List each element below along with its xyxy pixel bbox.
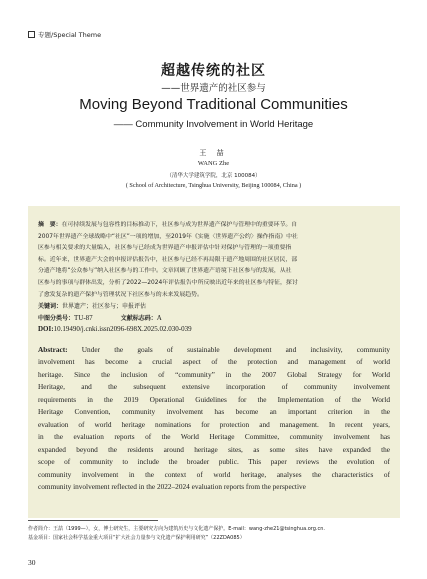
abstract-en-line: heritage. Since the inclusion of “community” in the 2007 Global Strategy for World (38, 369, 390, 379)
doi-line (38, 324, 390, 336)
abstract-en-line: community involvement in the context of world heritage, analyses the characteristics of (38, 469, 390, 479)
abstract-cn-line: 分遗产地将“公众参与”纳入社区参与的工作中。文章回顾了世界遗产语境下社区参与的发展，从社 (38, 268, 292, 275)
keywords-line (38, 301, 390, 313)
subtitle-chinese: ——世界遗产的社区参与 (161, 83, 266, 94)
abstract-cn-line (38, 220, 390, 232)
author-name-english: WANG Zhe (197, 160, 230, 167)
section-label: 专题/Special Theme (38, 31, 102, 39)
abstract-cn-text: 在可持续发展与包容性的目标推动下，社区参与成为世界遗产保护与管理中的重要环节。自 (61, 222, 298, 228)
abstract-english (38, 344, 390, 494)
clc-value: TU-87 (74, 313, 93, 322)
section-header (28, 30, 101, 39)
footnote-author-info: 作者简介：王喆（1999—），女，博士研究生，主要研究方向为建筑历史与文化遗产保护。E-mail：wang-zhe21@tsinghua.org.cn. (28, 526, 326, 532)
title-chinese: 超越传统的社区 (161, 63, 266, 79)
abstract-en-label: Abstract: (38, 344, 68, 354)
abstract-en-line: involvement has become a crucial aspect of the protection and management of world (38, 357, 390, 367)
clc-field (38, 313, 93, 325)
classification-line (38, 313, 390, 325)
affiliation-chinese: （清华大学建筑学院，北京 100084） (166, 173, 261, 179)
abstract-cn-line: 区参与相关要求的大量编入，社区参与已经成为世界遗产申报评估中针对保护与管理的一项重要指 (38, 245, 292, 252)
clc-label: 中图分类号： (38, 314, 75, 322)
doc-code-label: 文献标志码： (120, 314, 157, 322)
footnote-divider (28, 520, 158, 521)
doi-value: 10.19490/j.cnki.issn2096-698X.2025.02.030-039 (53, 325, 192, 334)
author-name-chinese: 王 喆 (199, 149, 228, 157)
abstract-cn-line: 区参与的事项与群体出发，分析了2022—2024年评估报告中所反映出近年来的社区参与特征，探讨 (38, 279, 298, 286)
page-number: 30 (28, 558, 36, 567)
abstract-panel (28, 206, 400, 518)
footnote-fund: 基金项目：国家社会科学基金重大项目“扩大社会力量参与文化遗产保护利用研究”（22ZDA085） (28, 535, 245, 541)
abstract-en-line: in the evaluation reports of the World Heritage Committee, community involvement has (38, 432, 390, 442)
abstract-cn-line: 2007年世界遗产全球战略中“社区”一项的增加，至2019年《实施〈世界遗产公约〉操作指南》中社 (38, 233, 298, 240)
abstract-en-line: scope of community to include the broader public. This paper reviews the evolution of (38, 457, 390, 467)
doi-label: DOI: (38, 325, 54, 334)
keywords-label: 关键词： (38, 303, 63, 311)
square-icon (28, 31, 35, 38)
abstract-cn-line: 了愈发复杂的遗产保护与管理状况下社区参与的未来发展趋势。 (38, 291, 203, 298)
abstract-en-line: requirements in the 2019 Operational Guidelines for the Implementation of the World (38, 394, 390, 404)
abstract-cn-label: 摘 要： (38, 222, 62, 228)
abstract-en-text: Under the goals of sustainable development and inclusivity, community (67, 344, 390, 354)
doc-code-field (121, 313, 162, 325)
title-english: Moving Beyond Traditional Communities (79, 96, 348, 113)
abstract-cn-line: 标。近年来，世界遗产大会的申报评估报告中，社区参与已经不再局限于遗产地周围的社区居民，部 (38, 256, 298, 263)
abstract-en-line: evaluation of world heritage nominations for protection and management. In recent years, (38, 419, 390, 429)
abstract-en-line (38, 344, 390, 357)
abstract-en-line: Heritage Convention, community involvement has become an important criterion in the (38, 407, 390, 417)
abstract-en-line: expanded beyond the residents around heritage sites, as some sites have expanded the (38, 444, 390, 454)
abstract-chinese (38, 220, 390, 301)
keywords-value: 世界遗产；社区参与；申报评估 (62, 303, 147, 311)
doc-code-value: A (156, 313, 162, 322)
subtitle-english: —— Community Involvement in World Heritage (113, 119, 314, 130)
abstract-en-line: community involvement reflected in the 2022–2024 evaluation reports from the perspective (38, 482, 306, 492)
abstract-en-line: Heritage, and the subsequent extensive incorporation of community involvement (38, 382, 390, 392)
affiliation-english: ( School of Architecture, Tsinghua University, Beijing 100084, China ) (125, 182, 302, 189)
